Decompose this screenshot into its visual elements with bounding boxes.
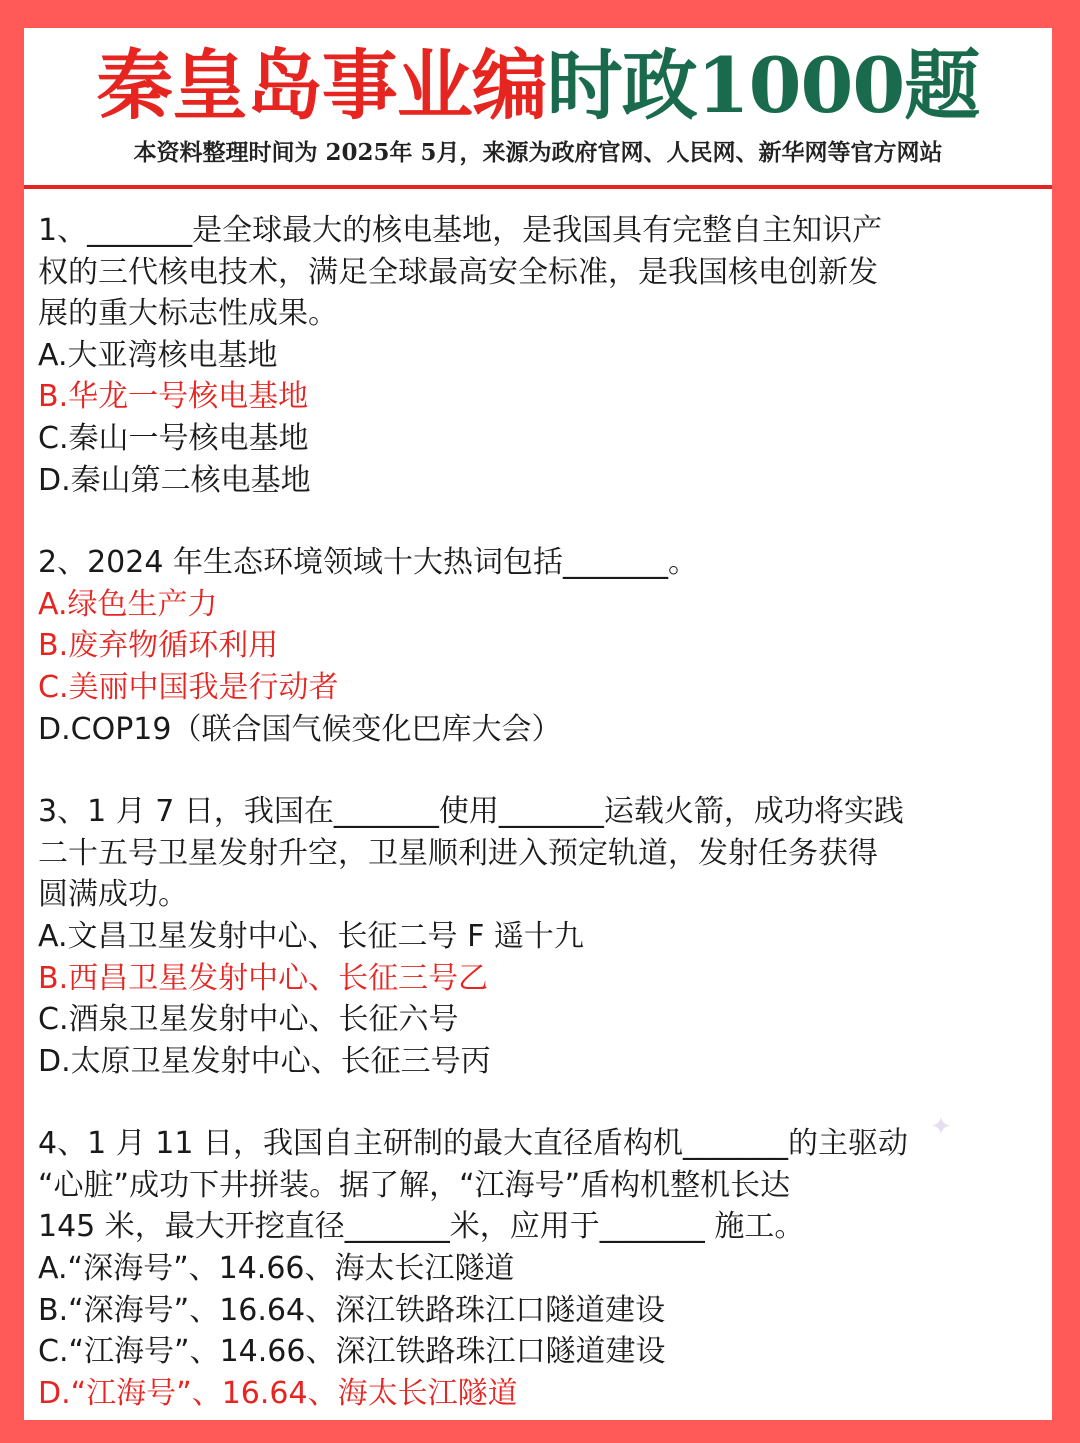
question-stem-line: 二十五号卫星发射升空，卫星顺利进入预定轨道，发射任务获得 (38, 835, 878, 871)
page-title (24, 36, 1052, 136)
sparkle-icon: ✦ (930, 1112, 952, 1142)
question-stem-line: “心脏”成功下井拼装。据了解，“江海号”盾构机整机长达 (38, 1167, 791, 1203)
option-b-correct: B.西昌卫星发射中心、长征三号乙 (38, 960, 489, 996)
option-d: D.太原卫星发射中心、长征三号丙 (38, 1043, 491, 1079)
option-a: A.大亚湾核电基地 (38, 337, 278, 373)
option-b: B.“深海号”、16.64、深江铁路珠江口隧道建设 (38, 1292, 666, 1328)
question-stem-line: 145 米，最大开挖直径_______米，应用于_______ 施工。 (38, 1209, 805, 1245)
question-4 (38, 1123, 1038, 1414)
option-c: C.“江海号”、14.66、深江铁路珠江口隧道建设 (38, 1334, 666, 1370)
question-stem-line: 3、1 月 7 日，我国在_______使用_______运载火箭，成功将实践 (38, 794, 904, 830)
option-c-correct: C.美丽中国我是行动者 (38, 669, 339, 705)
title-green-part: 时政1000题 (546, 41, 980, 130)
option-d: D.COP19（联合国气候变化巴库大会） (38, 711, 562, 747)
header-divider (24, 185, 1052, 189)
option-c: C.秦山一号核电基地 (38, 420, 309, 456)
option-a: A.“深海号”、14.66、海太长江隧道 (38, 1251, 515, 1287)
question-stem-line: 4、1 月 11 日，我国自主研制的最大直径盾构机_______的主驱动 (38, 1126, 908, 1162)
option-b-correct: B.华龙一号核电基地 (38, 379, 309, 415)
question-1 (38, 210, 1038, 501)
question-stem-line: 1、_______是全球最大的核电基地，是我国具有完整自主知识产 (38, 213, 883, 248)
document-page (24, 28, 1052, 1420)
question-stem-line: 2、2024 年生态环境领域十大热词包括_______。 (38, 545, 698, 581)
question-list (38, 210, 1038, 1420)
option-c: C.酒泉卫星发射中心、长征六号 (38, 1002, 459, 1038)
option-b-correct: B.废弃物循环利用 (38, 628, 279, 664)
option-a-correct: A.绿色生产力 (38, 586, 218, 622)
header (24, 28, 1052, 186)
option-d: D.秦山第二核电基地 (38, 462, 311, 498)
question-2 (38, 542, 1038, 750)
option-d-correct: D.“江海号”、16.64、海太长江隧道 (38, 1375, 518, 1411)
option-a: A.文昌卫星发射中心、长征二号 F 遥十九 (38, 918, 584, 954)
question-stem-line: 权的三代核电技术，满足全球最高安全标准，是我国核电创新发 (38, 254, 878, 290)
question-stem-line: 圆满成功。 (38, 877, 188, 913)
question-3 (38, 791, 1038, 1082)
subtitle: 本资料整理时间为 2025年 5月，来源为政府官网、人民网、新华网等官方网站 (133, 139, 943, 166)
question-stem-line: 展的重大标志性成果。 (38, 296, 338, 332)
title-red-part: 秦皇岛事业编 (96, 41, 547, 130)
